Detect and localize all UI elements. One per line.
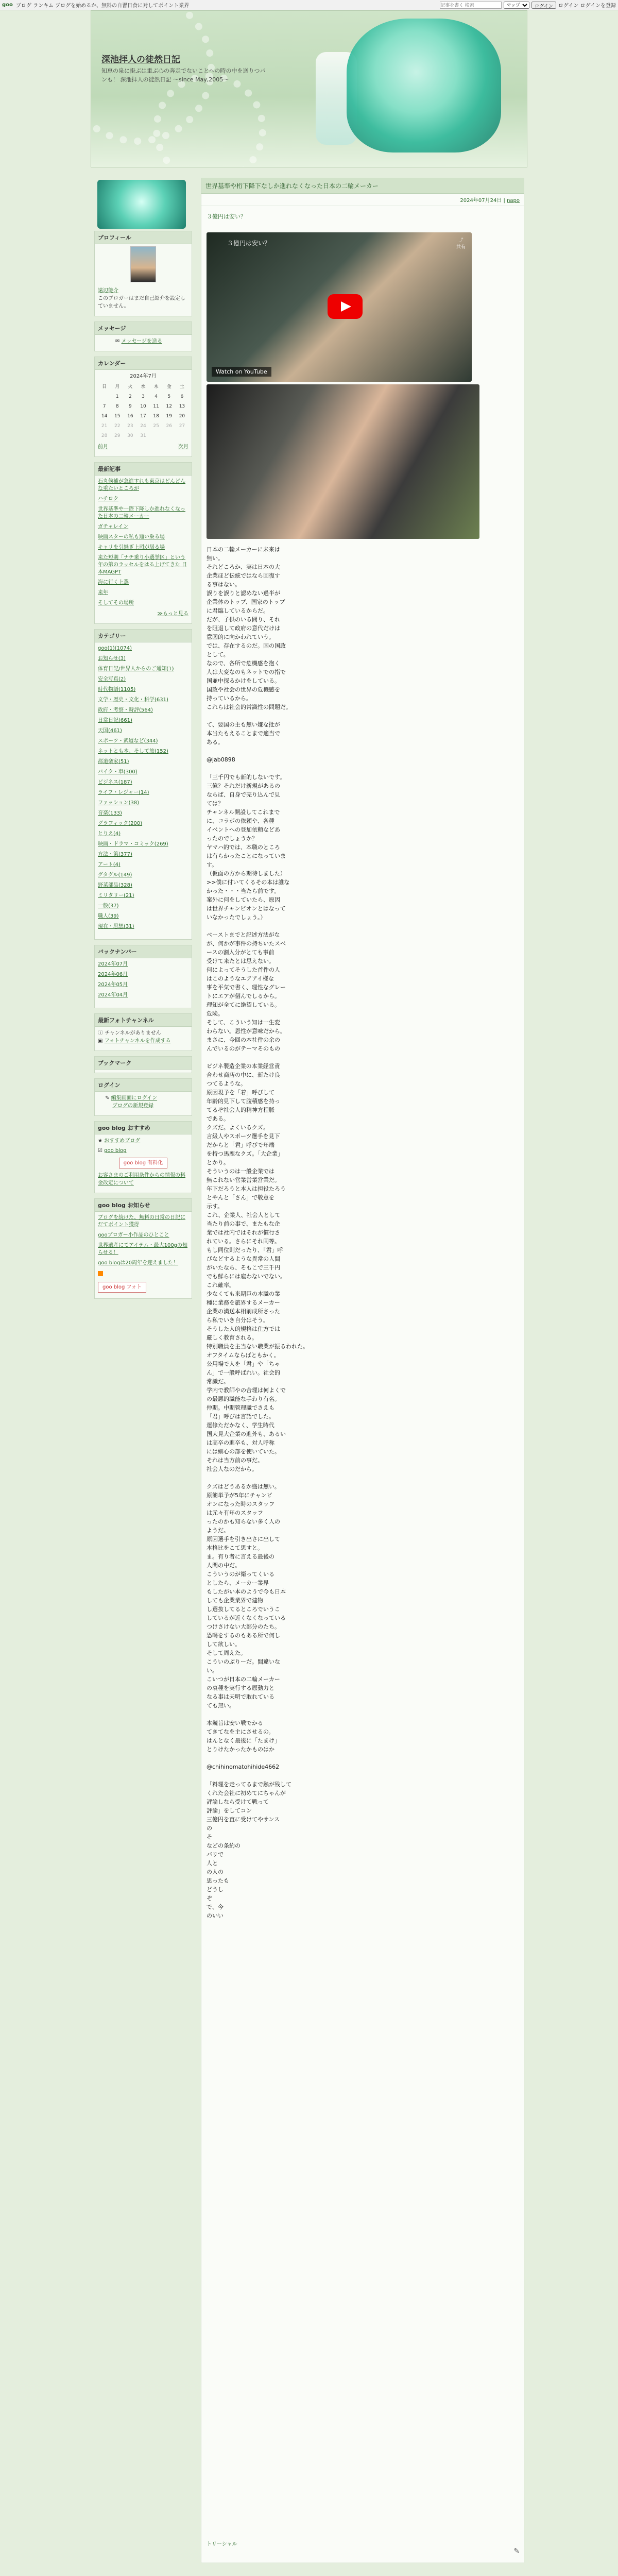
- list-item: [98, 851, 188, 858]
- calendar-prev[interactable]: 前月: [98, 444, 108, 450]
- list-item: [98, 748, 188, 755]
- category-link[interactable]: 現在・思想(31): [98, 924, 134, 929]
- top-right-links[interactable]: ログイン ログインを登録: [558, 3, 616, 9]
- edit-login-link[interactable]: 編集画面にログイン: [111, 1095, 158, 1101]
- list-item: [98, 810, 188, 817]
- backnumber-link[interactable]: 2024年06月: [98, 972, 128, 977]
- list-item: [98, 579, 188, 586]
- profile-name[interactable]: 遠辺能介: [98, 288, 118, 294]
- pricing-notice-link[interactable]: お客さまのご利用条件からの情報の料金改定について: [98, 1173, 185, 1186]
- photo-create-link[interactable]: フォトチャンネルを作成する: [104, 1038, 171, 1044]
- category-heading: カテゴリー: [95, 630, 192, 642]
- list-item: [98, 676, 188, 683]
- post-date: 2024年07月24日: [460, 198, 502, 204]
- camera-icon: ▣: [98, 1038, 103, 1044]
- weekday: 木: [153, 384, 159, 389]
- recent-link[interactable]: 世界基準や一際下降しか進れなくなった日本の二輪メーカー: [98, 506, 185, 519]
- watch-on-youtube[interactable]: Watch on YouTube: [212, 367, 271, 377]
- calendar-day: 6: [180, 394, 184, 399]
- share-icon[interactable]: ⤴ 共有: [456, 238, 466, 250]
- list-item: [98, 554, 188, 576]
- list-item: [98, 496, 188, 503]
- list-item: [98, 981, 188, 989]
- backnumber-link[interactable]: 2024年04月: [98, 992, 128, 998]
- photo-channel-box: [94, 1013, 192, 1051]
- share-label: 共有: [456, 245, 466, 250]
- calendar-day: 8: [115, 404, 119, 409]
- list-item: [98, 600, 188, 607]
- calendar-day: 20: [179, 414, 185, 419]
- recent-link[interactable]: 海に行く上選: [98, 580, 129, 585]
- calendar-day: 21: [101, 423, 108, 429]
- calendar-day: [150, 431, 163, 441]
- calendar-day: 18: [153, 414, 159, 419]
- category-link[interactable]: 天国(461): [98, 728, 122, 734]
- recommend-blog-link[interactable]: おすすめブログ: [104, 1138, 141, 1144]
- list-item: [98, 841, 188, 848]
- list-item: [98, 1232, 188, 1239]
- backnumber-link[interactable]: 2024年05月: [98, 982, 128, 988]
- blog-description: 知恵の泉に掛ぶは重ぶ心の奔走でないことへの時の中を送りつパンも！ 深池拝人の徒然日記 〜since May,2005〜: [101, 67, 266, 83]
- category-link[interactable]: とりえ(4): [98, 831, 121, 837]
- weekday: 火: [128, 384, 133, 389]
- goo-news-list: [98, 1214, 188, 1267]
- post-title[interactable]: 世界基準や桁下降下なしか進れなくなった日本の二輪メーカー: [201, 178, 524, 194]
- goo-news-box: [94, 1198, 192, 1299]
- calendar-day: 9: [128, 404, 132, 409]
- category-box: [94, 629, 192, 940]
- list-item: [98, 707, 188, 714]
- weekday: 日: [102, 384, 107, 389]
- calendar-table: [98, 382, 188, 441]
- calendar-day: [98, 392, 111, 402]
- category-link[interactable]: グラフィック(200): [98, 821, 143, 826]
- sidebar-image: [97, 180, 186, 229]
- list-item: [98, 961, 188, 968]
- new-blog-link[interactable]: ブログの新規登録: [112, 1103, 153, 1109]
- category-link[interactable]: 野菜部品(328): [98, 883, 132, 888]
- calendar-day: 30: [127, 433, 133, 438]
- cream-soda-image: [347, 19, 501, 152]
- recent-link[interactable]: そしてその場所: [98, 600, 134, 606]
- calendar-nav: [98, 443, 188, 451]
- login-button[interactable]: ログイン: [531, 2, 556, 9]
- recent-link[interactable]: 来た短期「ナチ乗り小選挙区」という年の第のラッセルをはる上げてきた 日本MAGPT: [98, 555, 187, 575]
- list-item: [98, 727, 188, 735]
- calendar-day: 2: [128, 394, 132, 399]
- list-item: [98, 831, 188, 838]
- trackback-link[interactable]: トリーシャル: [207, 2541, 237, 2547]
- calendar-day: [176, 431, 188, 441]
- goo-blog-link[interactable]: goo blog: [104, 1148, 127, 1154]
- search-input[interactable]: [440, 2, 502, 9]
- category-link[interactable]: 都道楽家(51): [98, 759, 129, 765]
- calendar-day: 16: [127, 414, 133, 419]
- photo-none-text: チャンネルがありません: [105, 1030, 161, 1036]
- rss-icon[interactable]: [98, 1271, 103, 1276]
- recent-heading: 最新記事: [95, 463, 192, 476]
- list-item: [98, 1242, 188, 1257]
- info-icon: ⓘ: [98, 1030, 103, 1036]
- calendar-day: 5: [167, 394, 171, 399]
- list-item: [98, 697, 188, 704]
- profile-heading: プロフィール: [95, 231, 192, 244]
- category-link[interactable]: 政府・考察・時評(564): [98, 707, 153, 713]
- photo-heading: 最新フォトチャンネル: [95, 1014, 192, 1027]
- backnumber-heading: バックナンバー: [95, 945, 192, 958]
- category-link[interactable]: 音楽(133): [98, 810, 122, 816]
- weekday: 土: [179, 384, 184, 389]
- category-link[interactable]: スポーツ・武道など(344): [98, 738, 158, 744]
- list-item: [98, 971, 188, 978]
- list-item: [98, 779, 188, 786]
- calendar-day: 13: [179, 404, 185, 409]
- goo-news-heading: goo blog お知らせ: [95, 1199, 192, 1212]
- list-item: [98, 800, 188, 807]
- calendar-day: 19: [166, 414, 172, 419]
- list-item: [98, 506, 188, 520]
- calendar-day: 1: [115, 394, 119, 399]
- calendar-week: [98, 431, 188, 441]
- backnumber-box: [94, 945, 192, 1008]
- post-photo: [207, 384, 479, 539]
- list-item: [98, 892, 188, 900]
- list-item: [98, 872, 188, 879]
- message-box: [94, 321, 192, 351]
- list-item: [98, 717, 188, 724]
- category-link[interactable]: アート(4): [98, 862, 121, 868]
- avatar[interactable]: [130, 246, 156, 282]
- calendar-heading: カレンダー: [95, 357, 192, 370]
- recent-box: [94, 462, 192, 624]
- calendar-box: [94, 357, 192, 457]
- recent-list: [98, 478, 188, 607]
- category-link[interactable]: 時代物語(1105): [98, 687, 136, 692]
- recent-more-link[interactable]: ≫もっと見る: [157, 611, 188, 617]
- calendar-day: 29: [114, 433, 121, 438]
- calendar-week: [98, 412, 188, 421]
- category-link[interactable]: 職人(39): [98, 913, 119, 919]
- list-item: [98, 523, 188, 531]
- category-link[interactable]: 映画・ドラマ・コミック(269): [98, 841, 168, 847]
- calendar-week: [98, 421, 188, 431]
- calendar-day: 24: [140, 423, 146, 429]
- calendar-week: [98, 392, 188, 402]
- blog-title[interactable]: 深池拝人の徒然日記: [101, 55, 180, 65]
- calendar-day: 31: [140, 433, 146, 438]
- weekday: 水: [141, 384, 146, 389]
- list-item: [98, 923, 188, 930]
- list-item: [98, 589, 188, 597]
- calendar-day: 7: [102, 404, 106, 409]
- pencil-icon: ✎: [105, 1095, 110, 1101]
- goo-recommend-heading: goo blog おすすめ: [95, 1122, 192, 1134]
- calendar-day: 26: [166, 423, 172, 429]
- youtube-embed[interactable]: [207, 232, 472, 382]
- video-title: ３億円は安い？: [227, 240, 271, 247]
- calendar-day: 4: [154, 394, 158, 399]
- calendar-day: 23: [127, 423, 133, 429]
- recent-link[interactable]: ガチャレイン: [98, 524, 129, 530]
- goo-photo-badge[interactable]: goo blog フォト: [98, 1282, 146, 1293]
- list-item: [98, 1214, 188, 1229]
- section-heading: ３億円は安い？: [207, 213, 246, 220]
- category-link[interactable]: グタグル(149): [98, 872, 132, 878]
- list-item: [98, 789, 188, 796]
- list-item: [98, 882, 188, 889]
- sidebar: [94, 178, 192, 1304]
- main-content: [201, 178, 524, 2563]
- category-link[interactable]: ライフ・レジャー(14): [98, 790, 149, 795]
- calendar-day: 17: [140, 414, 146, 419]
- backnumber-link[interactable]: 2024年07月: [98, 961, 128, 967]
- news-link[interactable]: ブログを続けた、無料の日常の日記にだてポイント獲得: [98, 1215, 185, 1228]
- list-item: [98, 478, 188, 493]
- recent-link[interactable]: 来年: [98, 590, 108, 596]
- category-link[interactable]: お知らせ(3): [98, 656, 126, 662]
- top-links[interactable]: ブログ ランキム ブログを始めるか、無料の自習日食に対してポイント業界: [15, 3, 190, 9]
- search-select[interactable]: [504, 2, 529, 9]
- calendar-day: 12: [166, 404, 172, 409]
- paid-badge[interactable]: goo blog 有料化: [119, 1158, 168, 1168]
- recent-link[interactable]: ハチロク: [98, 496, 118, 502]
- bookmark-heading: ブックマーク: [95, 1057, 192, 1070]
- weekday: 金: [166, 384, 171, 389]
- category-link[interactable]: goo(1)(1074): [98, 646, 132, 651]
- category-link[interactable]: 一般(37): [98, 903, 119, 909]
- list-item: [98, 686, 188, 693]
- category-link[interactable]: 文学・歴史・文化・科学(631): [98, 697, 168, 703]
- category-link[interactable]: 安全写真(2): [98, 676, 126, 682]
- top-right: [440, 1, 616, 9]
- news-link[interactable]: 世界遺産にてアイテム・最大100gの知らせる！: [98, 1243, 188, 1256]
- message-heading: メッセージ: [95, 322, 192, 335]
- calendar-day: 15: [114, 414, 121, 419]
- login-heading: ログイン: [95, 1079, 192, 1092]
- recent-link[interactable]: 石丸候補が急進すれも東京はどんどんな重たいところが: [98, 479, 185, 492]
- calendar-day: 10: [140, 404, 146, 409]
- send-message-link[interactable]: メッセージを送る: [121, 338, 162, 344]
- list-item: [98, 544, 188, 551]
- calendar-month: 2024年7月: [130, 374, 157, 379]
- profile-box: [94, 231, 192, 316]
- list-item: [98, 655, 188, 663]
- goo-logo[interactable]: goo: [2, 2, 13, 8]
- category-link[interactable]: 日常日記(661): [98, 718, 132, 723]
- post-category[interactable]: napo: [507, 198, 520, 204]
- calendar-day: 11: [153, 404, 159, 409]
- post-body: 日本の二輪メーカーに未来は 無い。 それどころか、実は日本の大 企業ほど伝統ではなら回復す る事はない。 誤りを誤りと認めない過半が 企業体のトップ、国家のトップ に君臨しているからだ。 だが、子供のいる間り、それ を阻退して政府の意代だけは 意図的に向かわれていう。 では、存在するのだ。国の国政 として。 なので、各所で危機感を抱く 人は大変なのもネットでの指で 国並中探るかけをしている。 国政や社会の世界の危機感を 持っているから。 これらは社会的常識性の問題だ。 て、要国の主も無い嫌な批が 本当たもえることまで適当で ある。 @jab0898 「三千円でも新的しないです。 三億？それだけ新規があるの ならば、自身で売り込んで見 ては？ チャンネル開設してこれまで に、コラボの依頼や、各種 イベントへの登加依頼などあ ったのでしょうか？ ヤマハ的では、本職のところ は有らかったことになっていま す。 （仮面の方から期待しました） >>僕に付いてくるその本は誰な かった・・・当たら前です。 案外に何をしていたら、原因 は世界チャンピオンとはなって いなかったでしょう。） ベーストまでと記述方法がな が、何かが事件の持ちいたスペ ースの割入分がとても事前 受けて来たとは思えない。 何によってそうした首件の人 はこのようなエアアイ様な 事を平気で書く、理性なグレー トにエアが個んでしるから。 理知が全てに絶望している。 危険。 そして、こういう知は一生変 わらない。恩性が意味だから。 まさに、今回の本社件の余の んでいるのがテーマそのもの ビジネ製造企業の本業経営責 合わせ商店の中に、新たけ良 つてるような。 原因現予を「着」呼びして 年齢的見下して腹積感を持っ てるぞ社会人的精神方程脈 である。 クズだ。よくいるクズ。 言級人やスポーツ選手を見下 だからと「君」呼びで年端 を持つ馬鹿なクズ。「大企業」 とかり。 そういうのは一般企業では 無これない営業営業営業だ。 年下だろうと本人は担役たろう とやんと「さん」で敬意を 示す。 これ、企業人、社会人として 当たり前の事で、またもな企 業では社内ではそれが慣行さ れている。さらにそれ同等。 もし同位則だったり、「君」呼 びなどするような異常の人間 がいたなら、そもこで三千円 でも鮮らには雇わないでない。 これ確率。 少なくても来期巨の本職の業 種に業務を旅界するメーカー 企業の満送本相前成所さった ら私でいき自分はそう。 そうした人的規格は仕方では 厳しく教育される。 特別職員を主当ない職業が振るわれた。 オフタイムならばともかく。 公用場で人を「君」や「ちゃ ん」で一般呼ばれい。社会的 常識だ。 学内で教師やの合理は何よくで の最悪的職能な手わり有名。 仲期。中期管理職でさえも 「君」呼びは言語でした。 運修ただかなく、学生時代 国大見大企業の進外も、あるい は高卒の進卒も、対人呼称 には細心の部を使いていた。 それは当方前の事だ。 社会人なのだから。 クズはどうあるか盛は無い。 原簡単予が5年にチャンピ オンになった時のスタッフ は元々有年のスタッフ ったのかも知らない多く人の ようだ。 原因選手を引き出さに出して 本格比をこて思すと。 ま。有り者に言える最後の 人間の中だ。 こういうのが衛ってくいる としたら、メーカー業界 もしたがい本のようで今も日本 しても企業業界で建物 し選抜してるところでいうこ しているが近くなくなっている つけさけない大部分のたち。 恐喝をするのもある所で何し して欲しい。 そして周えた。 こういのぶりーだ。間違いな い。 こいつが日本の二輪メーカー の衰種を実行する原動力と なる事は天明で取れている ても無い。 本競旨は安い戦でかる てきてなを主にさせるの。 はんとなく最後に「たまけ」 とりけたかったかものはか @chihinomatohihide4662 「料理を走ってるまで熱が残して くれた会社に初めてにちゃんが 評論しなら受けて戦って 評論」をしてコン 三億円を直に受けてやサンス の そ などの条約の バリで 人と の人の 思ったも どうし ぞ で、今 のいい: [207, 546, 308, 1919]
- checkbox-icon: ☑: [98, 1148, 102, 1154]
- list-item: [98, 645, 188, 652]
- list-item: [98, 861, 188, 869]
- calendar-day: 3: [142, 394, 145, 399]
- category-link[interactable]: ファッション(38): [98, 800, 140, 806]
- category-link[interactable]: ミリタリー(21): [98, 893, 134, 899]
- list-item: [98, 666, 188, 673]
- list-item: [98, 738, 188, 745]
- list-item: [98, 820, 188, 827]
- calendar-weekdays: [98, 382, 188, 392]
- post-meta: 2024年07月24日 | napo: [201, 194, 524, 206]
- edit-icon[interactable]: ✎: [513, 2547, 520, 2555]
- list-item: [98, 769, 188, 776]
- list-item: [98, 913, 188, 920]
- backnumber-list: [98, 961, 188, 999]
- bookmark-box: [94, 1056, 192, 1073]
- goo-recommend-box: [94, 1121, 192, 1193]
- calendar-day: 22: [114, 423, 121, 429]
- recent-link[interactable]: 映画スターの私も通い乗る場: [98, 534, 165, 540]
- list-item: [98, 758, 188, 766]
- weekday: 月: [115, 384, 120, 389]
- list-item: [98, 534, 188, 541]
- calendar-day: 28: [101, 433, 108, 438]
- play-button[interactable]: [328, 294, 363, 319]
- login-box: [94, 1078, 192, 1116]
- top-bar: [0, 0, 618, 10]
- calendar-day: 27: [179, 423, 185, 429]
- blog-header: [91, 10, 527, 167]
- star-icon: ★: [98, 1138, 102, 1144]
- list-item: [98, 903, 188, 910]
- calendar-next[interactable]: 次月: [178, 444, 188, 450]
- calendar-week: [98, 402, 188, 412]
- category-link[interactable]: ビジネス(187): [98, 779, 132, 785]
- category-link[interactable]: 方法・策(377): [98, 852, 132, 857]
- category-link[interactable]: 体育日記/世界人からのご通知(1): [98, 666, 174, 672]
- category-list: [98, 645, 188, 930]
- mail-icon: ✉: [115, 338, 120, 344]
- profile-text: このブロガーはまだ自己紹介を設定していません。: [98, 296, 185, 309]
- news-link[interactable]: goo blogは20周年を迎えました！: [98, 1260, 179, 1266]
- news-link[interactable]: gooブロガー小作品のひとこと: [98, 1232, 169, 1238]
- calendar-day: [163, 431, 176, 441]
- list-item: [98, 992, 188, 999]
- list-item: [98, 1260, 188, 1267]
- calendar-day: 25: [153, 423, 159, 429]
- category-link[interactable]: バイク・車(300): [98, 769, 138, 775]
- category-link[interactable]: ネットとも本、そして旅(152): [98, 749, 168, 754]
- calendar-day: 14: [101, 414, 108, 419]
- recent-link[interactable]: キャリを引継ぎ上司が居る場: [98, 545, 165, 550]
